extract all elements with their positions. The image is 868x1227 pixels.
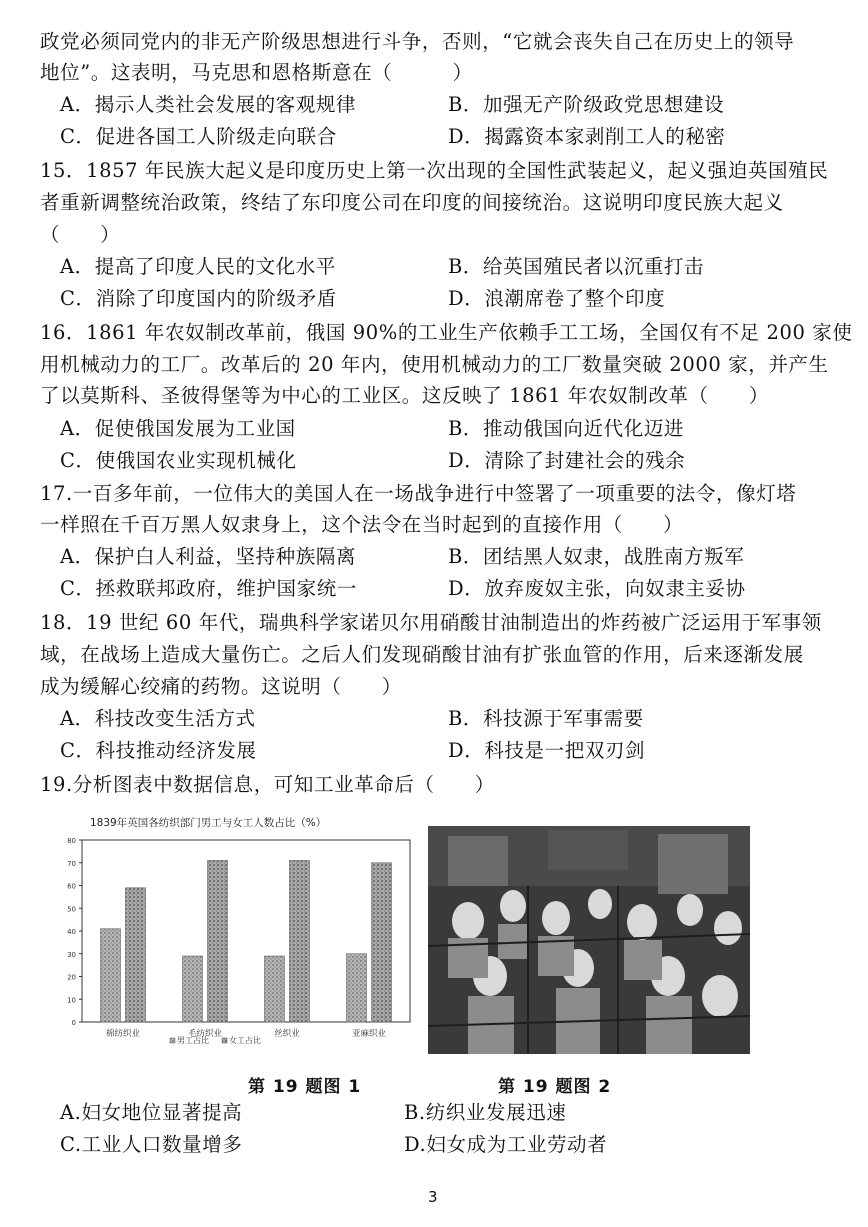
q19-option-b[interactable]: B.纺织业发展迅速 [404, 1101, 567, 1124]
q14-option-c[interactable]: C．促进各国工人阶级走向联合 [60, 125, 337, 148]
q19-figure2-photo [428, 826, 750, 1054]
q15-option-a[interactable]: A．提高了印度人民的文化水平 [60, 255, 336, 278]
y-tick-label: 60 [67, 882, 76, 891]
q18-option-d[interactable]: D．科技是一把双刃剑 [448, 739, 646, 762]
q18-stem-line3: 成为缓解心绞痛的药物。这说明（ ） [40, 675, 402, 698]
q19-option-c[interactable]: C.工业人口数量增多 [60, 1133, 243, 1156]
q15-option-c[interactable]: C．消除了印度国内的阶级矛盾 [60, 287, 337, 310]
y-tick-label: 70 [67, 859, 76, 868]
x-category-label: 棉纺织业 [105, 1029, 141, 1039]
bar-female-1 [208, 860, 228, 1022]
y-tick-label: 10 [67, 996, 76, 1005]
x-category-label: 毛纺织业 [187, 1029, 223, 1039]
y-tick-label: 80 [67, 837, 76, 845]
q19-figure2-caption: 第 19 题图 2 [498, 1077, 612, 1097]
y-tick-label: 20 [67, 973, 76, 982]
q18-option-a[interactable]: A．科技改变生活方式 [60, 707, 256, 730]
q15-option-b[interactable]: B．给英国殖民者以沉重打击 [448, 255, 705, 278]
q16-option-d[interactable]: D．清除了封建社会的残余 [448, 449, 686, 472]
q14-option-a[interactable]: A．揭示人类社会发展的客观规律 [60, 93, 357, 116]
bar-female-2 [290, 860, 310, 1022]
q15-stem-line2: 者重新调整统治政策，终结了东印度公司在印度的间接统治。这说明印度民族大起义 [40, 191, 784, 214]
q18-option-b[interactable]: B．科技源于军事需要 [448, 707, 644, 730]
q17-stem-line1: 17.一百多年前，一位伟大的美国人在一场战争进行中签署了一项重要的法令，像灯塔 [40, 482, 797, 505]
q17-option-b[interactable]: B．团结黑人奴隶，战胜南方叛军 [448, 545, 745, 568]
bar-male-0 [101, 929, 121, 1022]
bar-male-1 [183, 956, 203, 1022]
q17-option-d[interactable]: D．放弃废奴主张，向奴隶主妥协 [448, 577, 746, 600]
q19-option-d[interactable]: D.妇女成为工业劳动者 [404, 1133, 608, 1156]
legend-swatch [222, 1038, 227, 1043]
q14-stem-line2: 地位”。这表明，马克思和恩格斯意在（ ） [40, 61, 473, 84]
q14-stem-line1: 政党必须同党内的非无产阶级思想进行斗争，否则，“它就会丧失自己在历史上的领导 [40, 30, 795, 53]
q16-option-c[interactable]: C．使俄国农业实现机械化 [60, 449, 297, 472]
q15-stem-line1: 15．1857 年民族大起义是印度历史上第一次出现的全国性武装起义，起义强迫英国殖民 [40, 159, 829, 182]
y-tick-label: 50 [67, 905, 76, 914]
chart-title: 1839年英国各纺织部门男工与女工人数占比（%） [90, 817, 327, 829]
q16-stem-line2: 用机械动力的工厂。改革后的 20 年内，使用机械动力的工厂数量突破 2000 家，并产生 [40, 353, 829, 376]
bar-male-3 [347, 954, 367, 1022]
q18-stem-line1: 18．19 世纪 60 年代，瑞典科学家诺贝尔用硝酸甘油制造出的炸药被广泛运用于军事领 [40, 611, 822, 634]
y-tick-label: 0 [71, 1019, 76, 1027]
y-tick-label: 30 [67, 950, 76, 959]
x-category-label: 亚麻织业 [351, 1029, 387, 1039]
q17-option-c[interactable]: C．拯救联邦政府，维护国家统一 [60, 577, 357, 600]
q18-option-c[interactable]: C．科技推动经济发展 [60, 739, 257, 762]
q19-stem-line1: 19.分析图表中数据信息，可知工业革命后（ ） [40, 773, 495, 796]
q16-stem-line3: 了以莫斯科、圣彼得堡等为中心的工业区。这反映了 1861 年农奴制改革（ ） [40, 384, 769, 407]
bar-female-3 [372, 863, 392, 1022]
q19-figure1-bar-chart [60, 812, 420, 1062]
q18-stem-line2: 域，在战场上造成大量伤亡。之后人们发现硝酸甘油有扩张血管的作用，后来逐渐发展 [40, 643, 804, 666]
q17-stem-line2: 一样照在千百万黑人奴隶身上，这个法令在当时起到的直接作用（ ） [40, 513, 684, 536]
q15-option-d[interactable]: D．浪潮席卷了整个印度 [448, 287, 666, 310]
page-number: 3 [428, 1188, 438, 1206]
legend-label: 女工占比 [229, 1036, 261, 1045]
legend-label: 男工占比 [177, 1036, 209, 1045]
bar-male-2 [265, 956, 285, 1022]
q15-stem-line3: （ ） [40, 223, 121, 246]
y-tick-label: 40 [67, 928, 76, 936]
bar-female-0 [126, 888, 146, 1022]
q16-option-a[interactable]: A．促使俄国发展为工业国 [60, 417, 296, 440]
q17-option-a[interactable]: A．保护白人利益，坚持种族隔离 [60, 545, 357, 568]
q14-option-b[interactable]: B．加强无产阶级政党思想建设 [448, 93, 725, 116]
x-category-label: 丝织业 [274, 1029, 300, 1039]
q16-stem-line1: 16．1861 年农奴制改革前，俄国 90%的工业生产依赖手工工场，全国仅有不足 200 家使 [40, 321, 853, 344]
legend-swatch [170, 1038, 175, 1043]
q14-option-d[interactable]: D．揭露资本家剥削工人的秘密 [448, 125, 726, 148]
q19-option-a[interactable]: A.妇女地位显著提高 [60, 1101, 243, 1124]
q19-figure1-caption: 第 19 题图 1 [248, 1077, 362, 1097]
q16-option-b[interactable]: B．推动俄国向近代化迈进 [448, 417, 685, 440]
